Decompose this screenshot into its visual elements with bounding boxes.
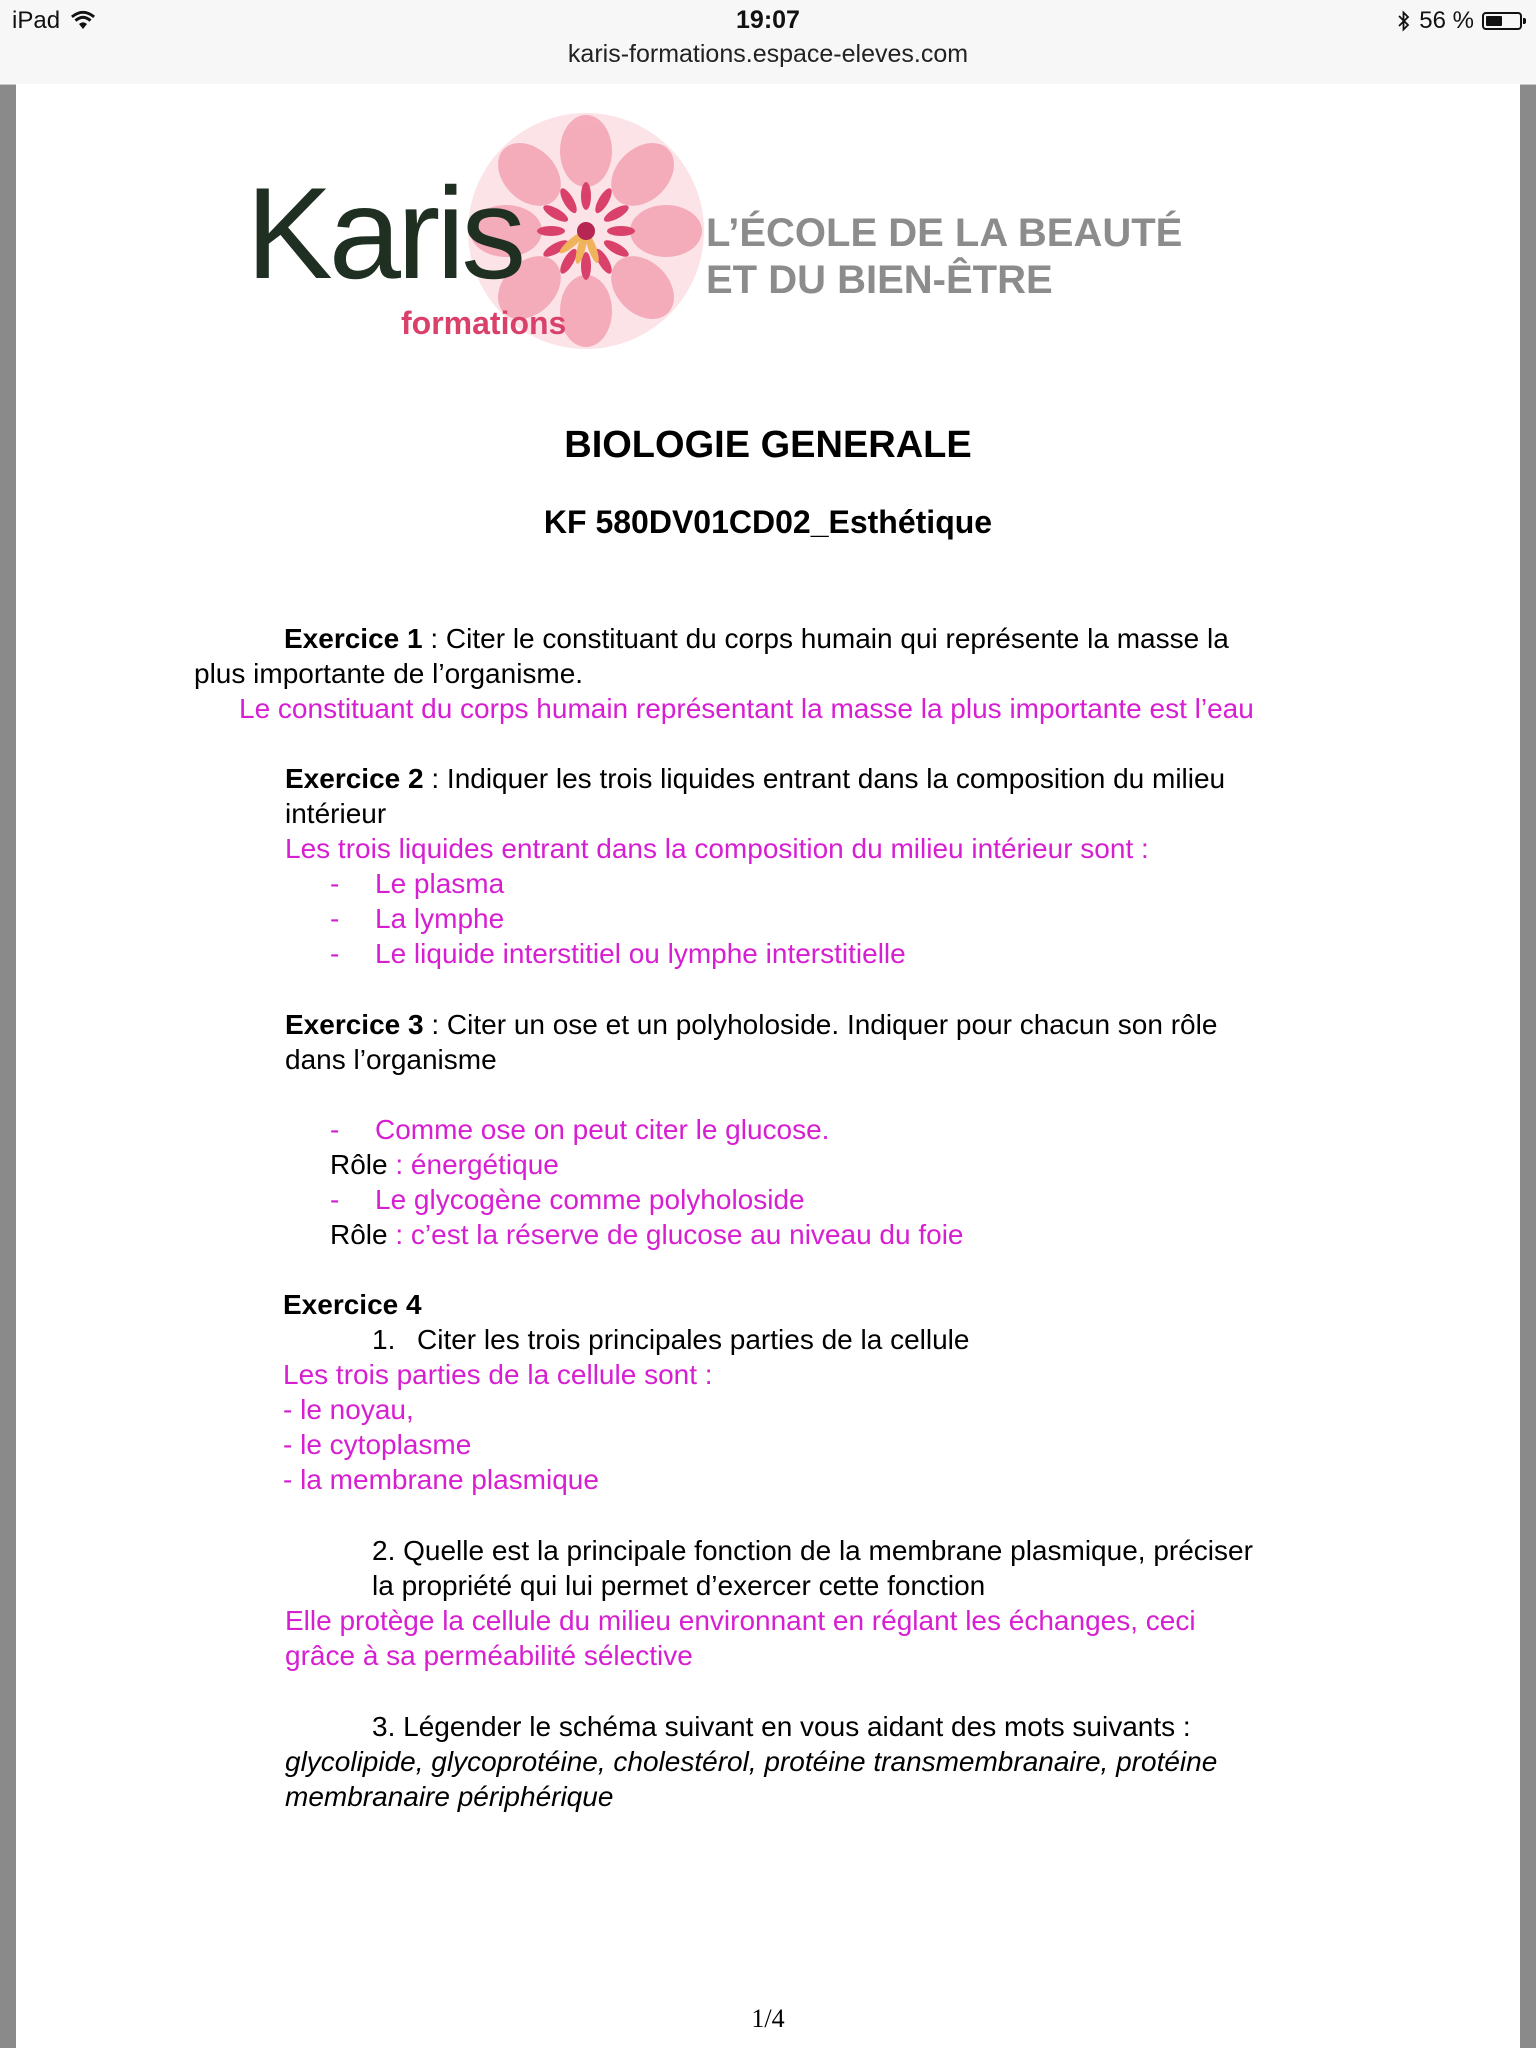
logo-tagline-1: L’ÉCOLE DE LA BEAUTÉ bbox=[706, 211, 1183, 255]
battery-percent: 56 % bbox=[1419, 7, 1474, 34]
ex4-question-3-line2: glycolipide, glycoprotéine, cholestérol, protéine transmembranaire, protéine bbox=[285, 1746, 1218, 1777]
ex3-question-line1 bbox=[285, 1008, 1217, 1042]
ex1-question-text: : Citer le constituant du corps humain qui représente la masse la bbox=[422, 623, 1229, 654]
logo-brand-sub: formations bbox=[401, 305, 567, 341]
list-item: - la membrane plasmique bbox=[283, 1464, 599, 1495]
ex4-q1-text: Citer les trois principales parties de la cellule bbox=[417, 1324, 970, 1355]
ex3-question-text: : Citer un ose et un polyholoside. Indiquer pour chacun son rôle bbox=[423, 1009, 1218, 1040]
ex1-label: Exercice 1 bbox=[284, 623, 423, 654]
document-subtitle: KF 580DV01CD02_Esthétique bbox=[543, 504, 993, 540]
ex2-question-text: : Indiquer les trois liquides entrant dans la composition du milieu bbox=[423, 763, 1226, 794]
ex2-label: Exercice 2 bbox=[285, 763, 424, 794]
page-number: 1/4 bbox=[751, 2004, 785, 2033]
ex4-answer-2-line2: grâce à sa perméabilité sélective bbox=[285, 1640, 693, 1671]
ex1-question-line2: plus importante de l’organisme. bbox=[194, 658, 584, 689]
role-label: Rôle bbox=[330, 1149, 388, 1180]
list-item: - Comme ose on peut citer le glucose. bbox=[330, 1114, 830, 1145]
ex3-answer-1: Comme ose on peut citer le glucose. bbox=[375, 1114, 830, 1145]
bluetooth-icon bbox=[1397, 10, 1411, 32]
device-label: iPad bbox=[12, 7, 61, 34]
ex3-label: Exercice 3 bbox=[285, 1009, 424, 1040]
address-bar-url[interactable]: karis-formations.espace-eleves.com bbox=[567, 40, 969, 68]
ex4-answer-1: Les trois parties de la cellule sont : bbox=[283, 1359, 713, 1390]
battery-fill bbox=[1486, 16, 1502, 26]
list-item: - La lymphe bbox=[330, 903, 505, 934]
status-bar bbox=[0, 0, 1536, 85]
list-item: - Le plasma bbox=[330, 868, 505, 899]
role-label: Rôle bbox=[330, 1219, 388, 1250]
ex4-answer-2-line1: Elle protège la cellule du milieu environnant en réglant les échanges, ceci bbox=[285, 1605, 1196, 1636]
logo-brand: Karis bbox=[246, 160, 523, 306]
ex3-role-1 bbox=[330, 1148, 559, 1182]
ex4-question-2-line2: la propriété qui lui permet d’exercer cette fonction bbox=[372, 1570, 986, 1601]
ex1-question-line1 bbox=[284, 622, 1229, 656]
karis-logo bbox=[216, 106, 1183, 406]
list-item: - le cytoplasme bbox=[283, 1429, 472, 1460]
ex2-item-1: Le plasma bbox=[375, 868, 505, 899]
ex4-question-3-line1: 3. Légender le schéma suivant en vous aidant des mots suivants : bbox=[372, 1711, 1191, 1742]
ex1-answer: Le constituant du corps humain représentant la masse la plus importante est l’eau bbox=[239, 693, 1254, 724]
ex4-question-3-line3: membranaire périphérique bbox=[285, 1781, 614, 1812]
ex2-item-2: La lymphe bbox=[375, 903, 505, 934]
ex4-label: Exercice 4 bbox=[283, 1289, 422, 1320]
ex2-item-3: Le liquide interstitiel ou lymphe interstitielle bbox=[375, 938, 906, 969]
ex4-question-1 bbox=[372, 1323, 969, 1357]
list-item: - le noyau, bbox=[283, 1394, 414, 1425]
document-title: BIOLOGIE GENERALE bbox=[564, 424, 972, 466]
pdf-page bbox=[16, 84, 1520, 2048]
battery-icon bbox=[1482, 12, 1522, 30]
ex4-q1-number: 1. bbox=[372, 1324, 396, 1355]
ex3-answer-2: Le glycogène comme polyholoside bbox=[375, 1184, 805, 1215]
clock: 19:07 bbox=[736, 6, 800, 34]
ex2-answer: Les trois liquides entrant dans la composition du milieu intérieur sont : bbox=[285, 833, 1149, 864]
ex3-question-line2: dans l’organisme bbox=[285, 1044, 497, 1075]
logo-tagline-2: ET DU BIEN-ÊTRE bbox=[706, 258, 1053, 302]
status-right bbox=[1397, 7, 1522, 35]
role-value: : énergétique bbox=[387, 1149, 559, 1180]
ex2-question-line1 bbox=[285, 762, 1225, 796]
ex4-question-2-line1: 2. Quelle est la principale fonction de la membrane plasmique, préciser bbox=[372, 1535, 1253, 1566]
role-value: : c’est la réserve de glucose au niveau du foie bbox=[387, 1219, 964, 1250]
ex3-role-2 bbox=[330, 1218, 964, 1252]
list-item: - Le liquide interstitiel ou lymphe interstitielle bbox=[330, 938, 906, 969]
ex2-question-line2: intérieur bbox=[285, 798, 387, 829]
list-item: - Le glycogène comme polyholoside bbox=[330, 1184, 805, 1215]
